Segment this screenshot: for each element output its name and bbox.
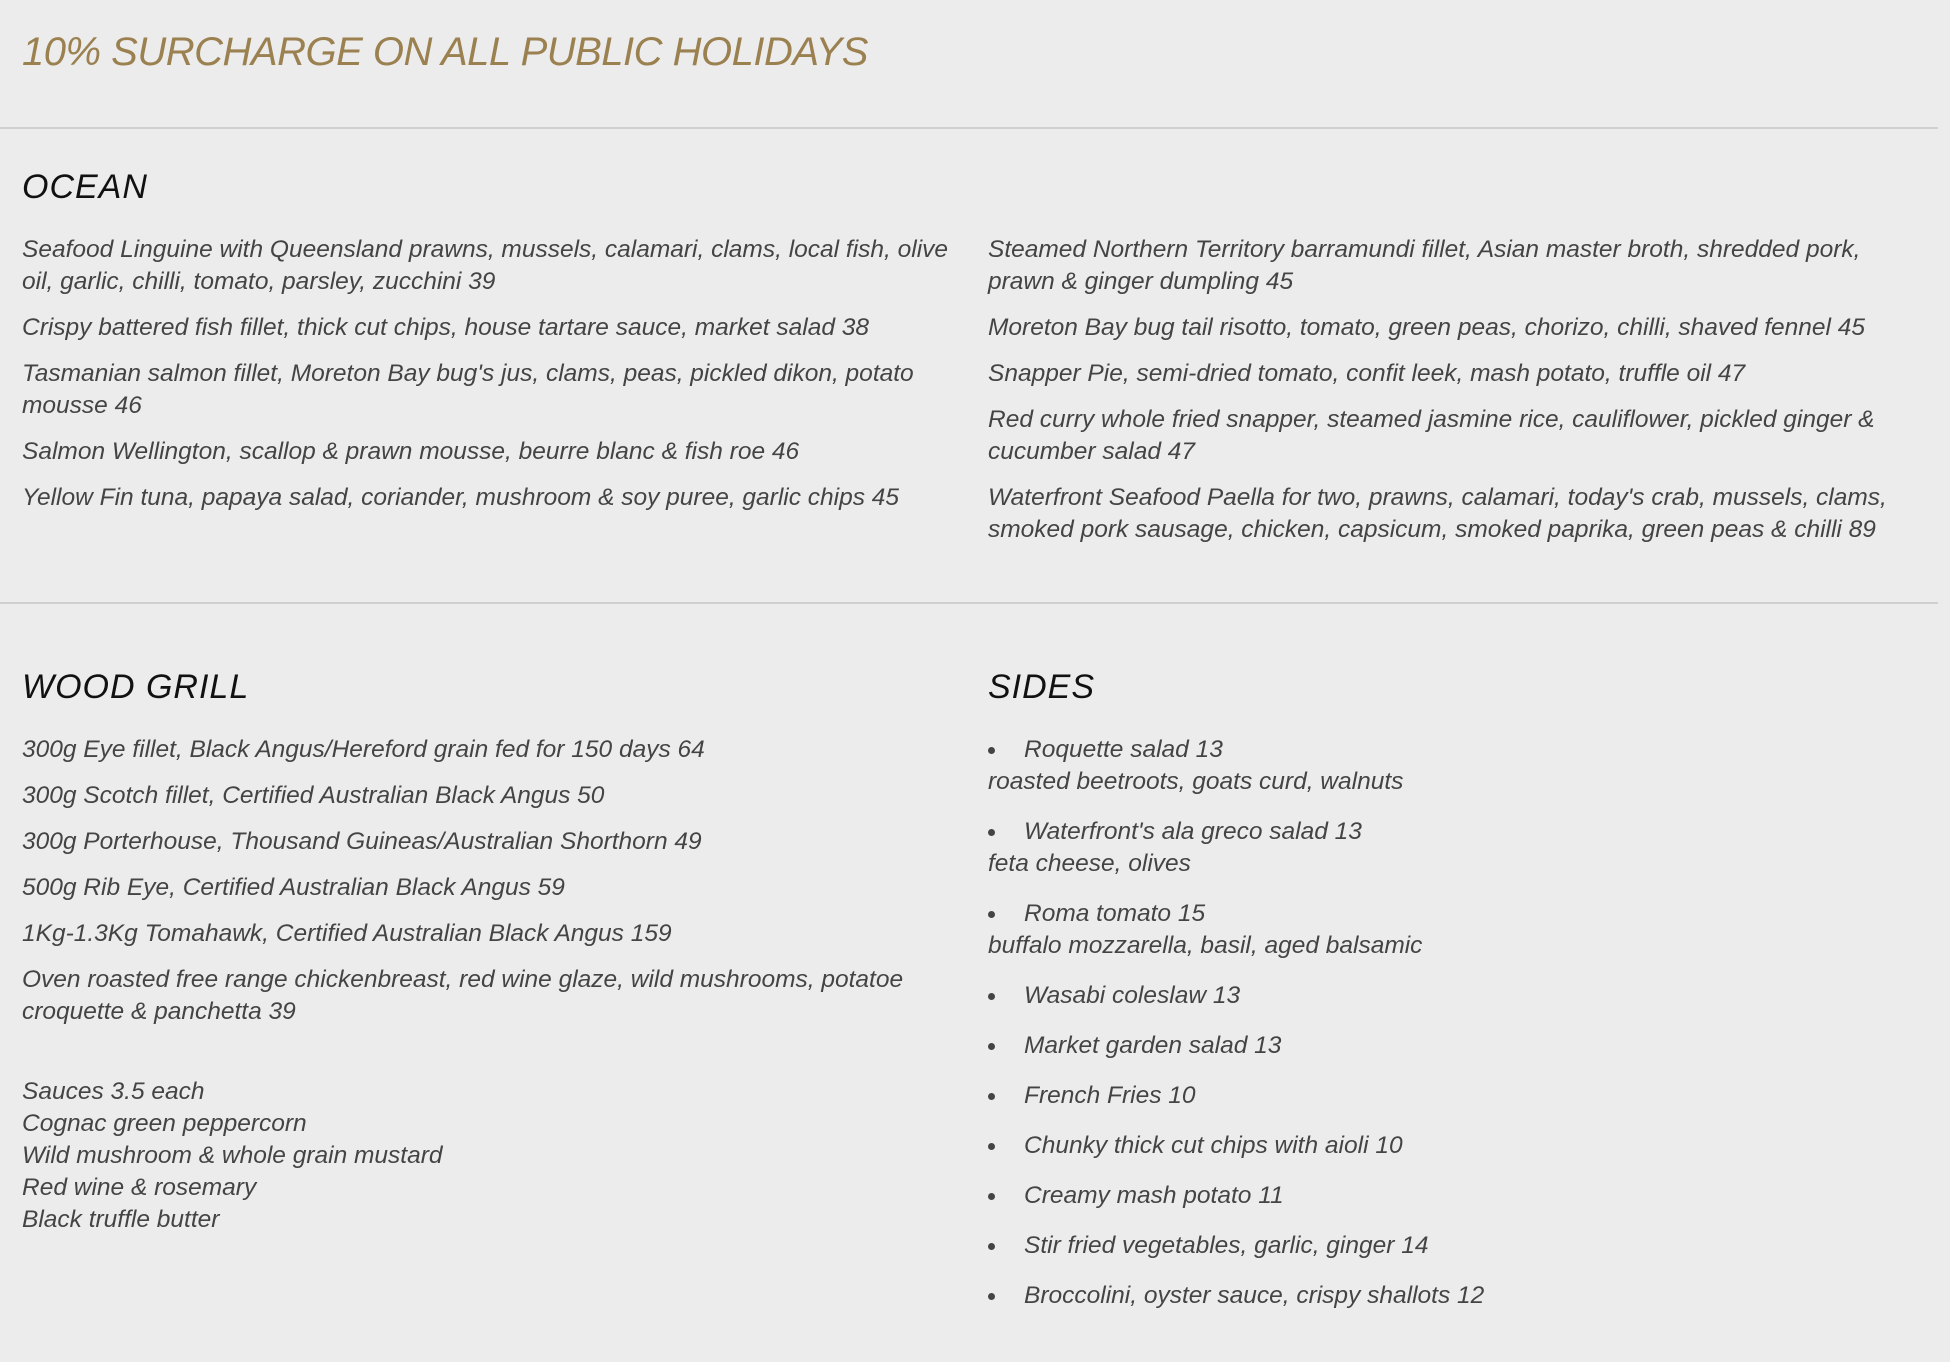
side-item-name: Waterfront's ala greco salad 13 xyxy=(1024,818,1362,845)
sauces-block xyxy=(22,1076,922,1236)
menu-item: 300g Scotch fillet, Certified Australian Black Angus 50 xyxy=(22,782,605,809)
side-item xyxy=(988,898,1928,962)
menu-item: 300g Eye fillet, Black Angus/Hereford grain fed for 150 days 64 xyxy=(22,736,705,763)
sauce-item: Wild mushroom & whole grain mustard xyxy=(22,1142,443,1169)
menu-item: Tasmanian salmon fillet, Moreton Bay bug's jus, clams, peas, pickled dikon, potato mousse 46 xyxy=(22,360,914,419)
side-item-name: Chunky thick cut chips with aioli 10 xyxy=(1024,1132,1403,1159)
menu-item: 1Kg-1.3Kg Tomahawk, Certified Australian Black Angus 159 xyxy=(22,920,672,947)
menu-item: 300g Porterhouse, Thousand Guineas/Australian Shorthorn 49 xyxy=(22,828,702,855)
sauce-item: Red wine & rosemary xyxy=(22,1174,257,1201)
side-item-name: Broccolini, oyster sauce, crispy shallots 12 xyxy=(1024,1282,1485,1309)
side-item xyxy=(988,816,1928,880)
menu-item: 500g Rib Eye, Certified Australian Black Angus 59 xyxy=(22,874,565,901)
side-item xyxy=(988,734,1928,798)
side-item-name: Roma tomato 15 xyxy=(1024,900,1206,927)
bullet-icon xyxy=(988,911,995,918)
side-item-description: roasted beetroots, goats curd, walnuts xyxy=(988,768,1404,795)
divider-middle xyxy=(0,602,1938,604)
menu-item: Seafood Linguine with Queensland prawns, mussels, calamari, clams, local fish, olive oil, garlic, chilli, tomato, parsley, zucchini 39 xyxy=(22,236,949,295)
side-item-name: Stir fried vegetables, garlic, ginger 14 xyxy=(1024,1232,1429,1259)
side-item-description: buffalo mozzarella, basil, aged balsamic xyxy=(988,932,1423,959)
side-item xyxy=(988,980,1928,1012)
side-item xyxy=(988,1180,1928,1212)
side-item-name: Market garden salad 13 xyxy=(1024,1032,1282,1059)
menu-item: Waterfront Seafood Paella for two, prawns, calamari, today's crab, mussels, clams, smoked pork sausage, chicken, capsicum, smoked paprika, green peas & chilli 89 xyxy=(988,484,1887,543)
menu-item: Oven roasted free range chickenbreast, red wine glaze, wild mushrooms, potatoe croquette & panchetta 39 xyxy=(22,966,904,1025)
menu-item: Crispy battered fish fillet, thick cut chips, house tartare sauce, market salad 38 xyxy=(22,314,870,341)
side-item xyxy=(988,1080,1928,1112)
menu-item: Red curry whole fried snapper, steamed jasmine rice, cauliflower, pickled ginger & cucumber salad 47 xyxy=(988,406,1875,465)
menu-item: Snapper Pie, semi-dried tomato, confit leek, mash potato, truffle oil 47 xyxy=(988,360,1746,387)
ocean-heading: OCEAN xyxy=(22,168,148,206)
sides-heading: SIDES xyxy=(988,668,1096,706)
ocean-left-column xyxy=(22,234,962,528)
side-item-name: Creamy mash potato 11 xyxy=(1024,1182,1284,1209)
wood-grill-column xyxy=(22,734,962,1042)
bullet-icon xyxy=(988,829,995,836)
side-item xyxy=(988,1130,1928,1162)
sauce-item: Cognac green peppercorn xyxy=(22,1110,307,1137)
ocean-right-column xyxy=(988,234,1928,560)
menu-item: Moreton Bay bug tail risotto, tomato, green peas, chorizo, chilli, shaved fennel 45 xyxy=(988,314,1866,341)
bullet-icon xyxy=(988,1093,995,1100)
sides-list xyxy=(988,734,1928,1330)
menu-item: Yellow Fin tuna, papaya salad, coriander, mushroom & soy puree, garlic chips 45 xyxy=(22,484,900,511)
sauce-item: Black truffle butter xyxy=(22,1206,220,1233)
bullet-icon xyxy=(988,1143,995,1150)
side-item-description: feta cheese, olives xyxy=(988,850,1191,877)
side-item xyxy=(988,1230,1928,1262)
side-item xyxy=(988,1280,1928,1312)
divider-top xyxy=(0,127,1938,129)
side-item xyxy=(988,1030,1928,1062)
bullet-icon xyxy=(988,1293,995,1300)
menu-item: Salmon Wellington, scallop & prawn mousse, beurre blanc & fish roe 46 xyxy=(22,438,800,465)
bullet-icon xyxy=(988,993,995,1000)
sauces-title: Sauces 3.5 each xyxy=(22,1078,205,1105)
surcharge-notice: 10% SURCHARGE ON ALL PUBLIC HOLIDAYS xyxy=(22,30,868,74)
bullet-icon xyxy=(988,1193,995,1200)
side-item-name: Wasabi coleslaw 13 xyxy=(1024,982,1241,1009)
side-item-name: French Fries 10 xyxy=(1024,1082,1196,1109)
side-item-name: Roquette salad 13 xyxy=(1024,736,1223,763)
wood-grill-heading: WOOD GRILL xyxy=(22,668,250,706)
bullet-icon xyxy=(988,747,995,754)
bullet-icon xyxy=(988,1243,995,1250)
menu-item: Steamed Northern Territory barramundi fillet, Asian master broth, shredded pork, prawn & ginger dumpling 45 xyxy=(988,236,1861,295)
bullet-icon xyxy=(988,1043,995,1050)
